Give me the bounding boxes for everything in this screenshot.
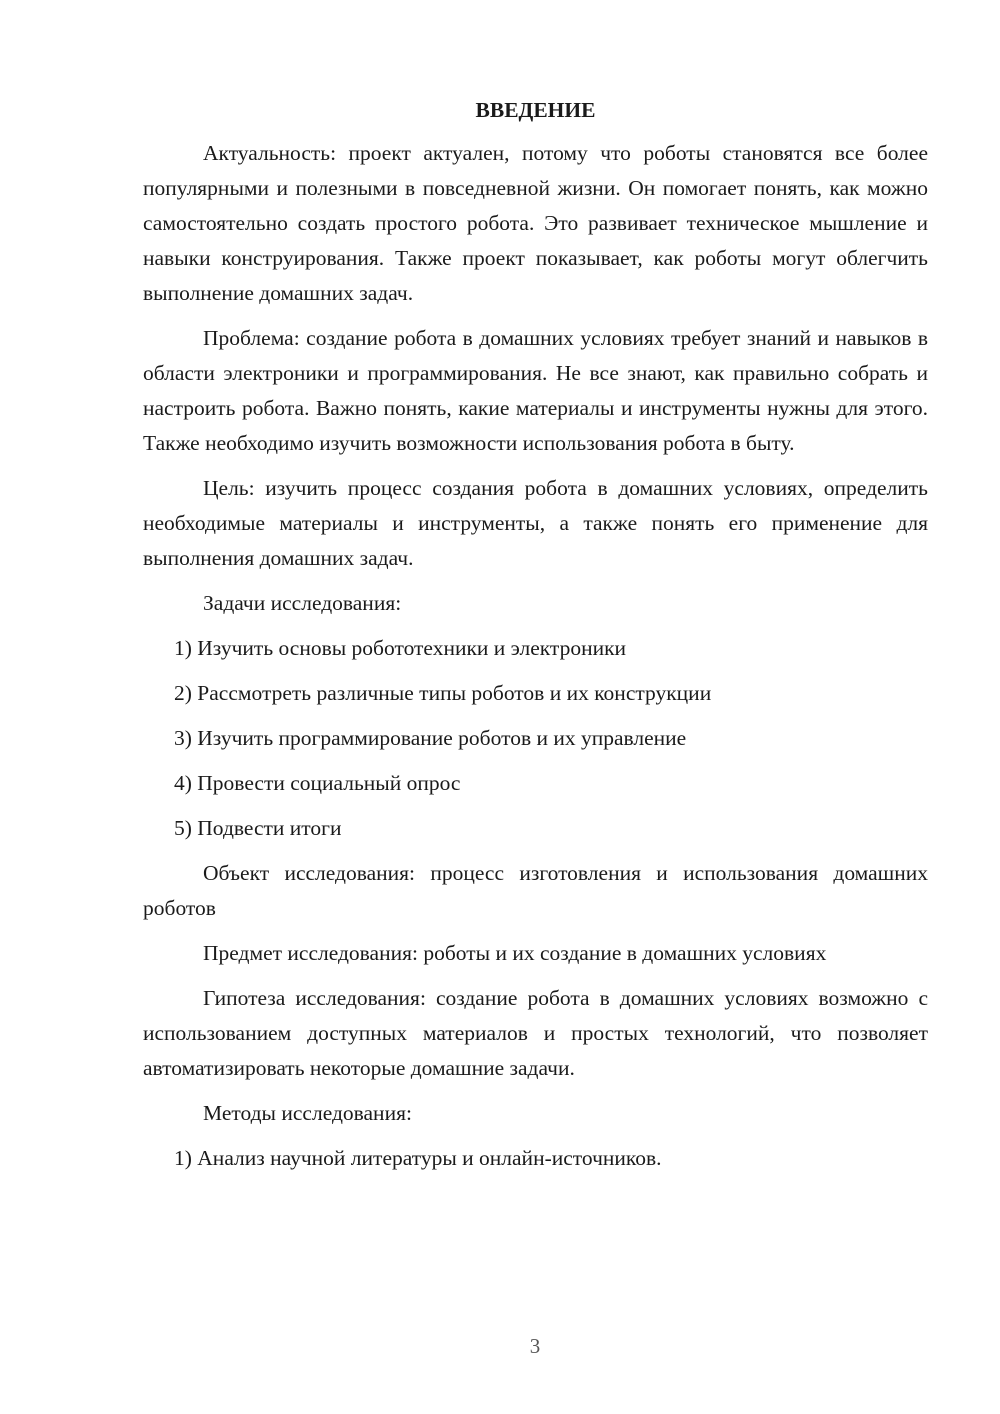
- object-paragraph: Объект исследования: процесс изготовления и использования домашних роботов: [143, 861, 928, 920]
- goal-paragraph: Цель: изучить процесс создания робота в домашних условиях, определить необходимые материалы и инструменты, а также понять его применение для выполнения домашних задач.: [143, 476, 928, 570]
- section-heading: ВВЕДЕНИЕ: [475, 98, 596, 122]
- document-page: [143, 94, 928, 1186]
- task-item: 1) Изучить основы робототехники и электроники: [174, 636, 627, 660]
- method-item: 1) Анализ научной литературы и онлайн-источников.: [174, 1146, 662, 1170]
- relevance-paragraph: Актуальность: проект актуален, потому что роботы становятся все более популярными и полезными в повседневной жизни. Он помогает понять, как можно самостоятельно создать простого робота. Это развивает техническое мышление и навыки конструирования. Также проект показывает, как роботы могут облегчить выполнение домашних задач.: [143, 141, 928, 305]
- tasks-label: Задачи исследования:: [203, 591, 402, 615]
- task-item: 5) Подвести итоги: [174, 816, 342, 840]
- task-item: 3) Изучить программирование роботов и их управление: [174, 726, 687, 750]
- methods-label: Методы исследования:: [203, 1101, 412, 1125]
- page-number: 3: [529, 1334, 541, 1358]
- hypothesis-paragraph: Гипотеза исследования: создание робота в домашних условиях возможно с использованием доступных материалов и простых технологий, что позволяет автоматизировать некоторые домашние задачи.: [143, 986, 928, 1080]
- problem-paragraph: Проблема: создание робота в домашних условиях требует знаний и навыков в области электроники и программирования. Не все знают, как правильно собрать и настроить робота. Важно понять, какие материалы и инструменты нужны для этого. Также необходимо изучить возможности использования робота в быту.: [143, 326, 928, 455]
- task-item: 4) Провести социальный опрос: [174, 771, 461, 795]
- task-item: 2) Рассмотреть различные типы роботов и их конструкции: [174, 681, 712, 705]
- subject-paragraph: Предмет исследования: роботы и их создание в домашних условиях: [203, 941, 827, 965]
